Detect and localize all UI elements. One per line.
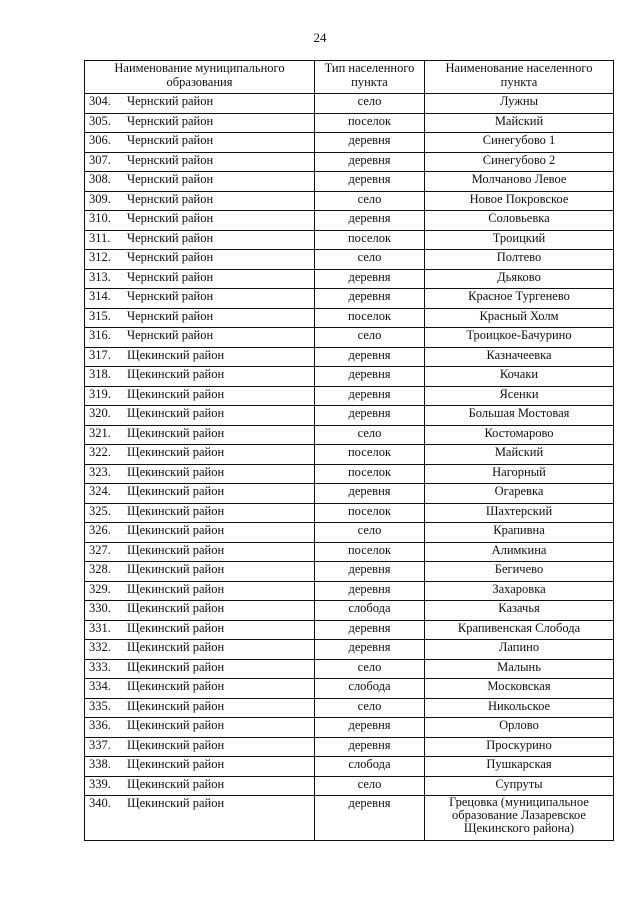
settlement-name-cell: Троицкое-Бачурино — [425, 328, 614, 348]
row-number: 325. — [89, 503, 111, 518]
row-number: 330. — [89, 601, 111, 615]
settlement-name-cell: Костомарово — [425, 425, 614, 445]
row-number: 313. — [89, 269, 111, 284]
settlement-name-cell: Майский — [425, 113, 614, 133]
settlement-name-cell: Полтево — [425, 250, 614, 270]
settlement-type-cell: деревня — [315, 718, 425, 738]
municipality-name: Щекинский район — [127, 757, 225, 771]
municipality-name: Щекинский район — [127, 367, 225, 381]
settlement-type-cell: село — [315, 250, 425, 270]
row-number: 340. — [89, 796, 111, 810]
table-row — [85, 367, 614, 387]
row-number: 314. — [89, 289, 111, 303]
settlement-name-cell: Кочаки — [425, 367, 614, 387]
municipality-cell — [85, 776, 315, 796]
settlement-name-cell: Супруты — [425, 776, 614, 796]
municipality-cell — [85, 718, 315, 738]
row-number: 312. — [89, 250, 111, 264]
settlement-type-cell: деревня — [315, 640, 425, 660]
settlement-name-cell: Захаровка — [425, 581, 614, 601]
row-number: 336. — [89, 718, 111, 732]
table-row — [85, 757, 614, 777]
settlement-type-cell: слобода — [315, 679, 425, 699]
table-row — [85, 425, 614, 445]
settlement-type-cell: деревня — [315, 581, 425, 601]
municipality-name: Щекинский район — [127, 562, 225, 576]
municipality-cell — [85, 94, 315, 114]
municipality-cell — [85, 679, 315, 699]
municipality-cell — [85, 406, 315, 426]
row-number: 311. — [89, 230, 111, 245]
row-number: 326. — [89, 523, 111, 537]
settlement-name-cell: Московская — [425, 679, 614, 699]
table-header-row — [85, 61, 614, 94]
municipality-cell — [85, 445, 315, 465]
municipality-name: Чернский район — [127, 211, 214, 225]
settlement-type-cell: поселок — [315, 542, 425, 562]
municipality-name: Щекинский район — [127, 464, 225, 479]
table-row — [85, 523, 614, 543]
settlement-type-cell: слобода — [315, 757, 425, 777]
settlement-name-cell: Орлово — [425, 718, 614, 738]
table-row — [85, 640, 614, 660]
settlement-type-cell: деревня — [315, 484, 425, 504]
settlement-name-cell: Лапино — [425, 640, 614, 660]
municipality-name: Щекинский район — [127, 542, 225, 557]
settlement-name-cell: Шахтерский — [425, 503, 614, 523]
table-row — [85, 620, 614, 640]
row-number: 304. — [89, 94, 111, 108]
table-row — [85, 133, 614, 153]
settlement-name-cell: Ясенки — [425, 386, 614, 406]
municipality-name: Чернский район — [127, 172, 214, 186]
row-number: 334. — [89, 679, 111, 693]
table-row — [85, 94, 614, 114]
settlement-name-cell: Синегубово 1 — [425, 133, 614, 153]
table-row — [85, 601, 614, 621]
municipality-name: Щекинский район — [127, 425, 225, 440]
settlement-name-cell: Новое Покровское — [425, 191, 614, 211]
municipality-cell — [85, 133, 315, 153]
municipality-name: Щекинский район — [127, 581, 225, 596]
table-row — [85, 659, 614, 679]
table-row — [85, 347, 614, 367]
table-row — [85, 581, 614, 601]
municipality-cell — [85, 484, 315, 504]
municipality-name: Щекинский район — [127, 445, 225, 459]
settlement-name-cell: Соловьевка — [425, 211, 614, 231]
table-row — [85, 406, 614, 426]
settlement-type-cell: поселок — [315, 230, 425, 250]
row-number: 335. — [89, 698, 111, 713]
row-number: 316. — [89, 328, 111, 342]
settlement-type-cell: село — [315, 191, 425, 211]
settlement-name-cell: Майский — [425, 445, 614, 465]
row-number: 332. — [89, 640, 111, 654]
settlement-name-cell: Крапивна — [425, 523, 614, 543]
municipality-cell — [85, 503, 315, 523]
municipality-name: Щекинский район — [127, 776, 225, 791]
municipality-name: Чернский район — [127, 113, 214, 128]
settlement-type-cell: поселок — [315, 445, 425, 465]
row-number: 337. — [89, 737, 111, 752]
table-row — [85, 172, 614, 192]
municipality-cell — [85, 523, 315, 543]
municipality-name: Щекинский район — [127, 601, 225, 615]
municipality-name: Чернский район — [127, 289, 214, 303]
settlement-type-cell: поселок — [315, 464, 425, 484]
settlement-name-cell: Проскурино — [425, 737, 614, 757]
header-settlement-name: Наименование населенного пункта — [425, 61, 614, 94]
municipality-cell — [85, 328, 315, 348]
settlement-name-cell: Грецовка (муниципальное образование Лазаревское Щекинского района) — [425, 796, 614, 841]
settlement-type-cell: село — [315, 659, 425, 679]
table-row — [85, 289, 614, 309]
municipality-cell — [85, 152, 315, 172]
settlement-name-cell: Красное Тургенево — [425, 289, 614, 309]
municipality-name: Щекинский район — [127, 386, 225, 401]
settlement-type-cell: деревня — [315, 172, 425, 192]
table-row — [85, 191, 614, 211]
municipality-cell — [85, 269, 315, 289]
table-row — [85, 737, 614, 757]
settlement-type-cell: деревня — [315, 133, 425, 153]
municipality-cell — [85, 289, 315, 309]
municipality-cell — [85, 172, 315, 192]
table-row — [85, 230, 614, 250]
municipality-cell — [85, 601, 315, 621]
table-row — [85, 328, 614, 348]
municipality-cell — [85, 620, 315, 640]
municipality-name: Чернский район — [127, 133, 214, 147]
settlement-type-cell: село — [315, 94, 425, 114]
municipality-name: Щекинский район — [127, 406, 225, 420]
municipality-name: Чернский район — [127, 250, 214, 264]
table-row — [85, 113, 614, 133]
municipality-cell — [85, 562, 315, 582]
municipality-name: Чернский район — [127, 152, 214, 167]
row-number: 329. — [89, 581, 111, 596]
row-number: 315. — [89, 308, 111, 323]
row-number: 331. — [89, 620, 111, 635]
row-number: 321. — [89, 425, 111, 440]
table-row — [85, 542, 614, 562]
row-number: 323. — [89, 464, 111, 479]
municipality-name: Щекинский район — [127, 796, 225, 810]
municipality-cell — [85, 250, 315, 270]
table-row — [85, 562, 614, 582]
municipality-name: Щекинский район — [127, 679, 225, 693]
municipality-name: Чернский район — [127, 94, 214, 108]
table-row — [85, 269, 614, 289]
row-number: 333. — [89, 659, 111, 674]
row-number: 317. — [89, 347, 111, 362]
row-number: 305. — [89, 113, 111, 128]
municipality-name: Щекинский район — [127, 347, 225, 362]
municipality-cell — [85, 796, 315, 841]
row-number: 318. — [89, 367, 111, 381]
municipality-name: Щекинский район — [127, 718, 225, 732]
settlements-table — [84, 60, 614, 841]
table-row — [85, 796, 614, 841]
settlement-type-cell: деревня — [315, 152, 425, 172]
settlement-type-cell: поселок — [315, 503, 425, 523]
municipality-cell — [85, 191, 315, 211]
municipality-cell — [85, 211, 315, 231]
municipality-name: Щекинский район — [127, 737, 225, 752]
municipality-cell — [85, 308, 315, 328]
table-row — [85, 250, 614, 270]
municipality-cell — [85, 425, 315, 445]
municipality-cell — [85, 230, 315, 250]
table-row — [85, 698, 614, 718]
municipality-cell — [85, 542, 315, 562]
municipality-name: Чернский район — [127, 230, 214, 245]
settlement-type-cell: деревня — [315, 347, 425, 367]
row-number: 310. — [89, 211, 111, 225]
settlement-type-cell: поселок — [315, 308, 425, 328]
settlement-type-cell: деревня — [315, 737, 425, 757]
municipality-name: Щекинский район — [127, 640, 225, 654]
settlement-name-cell: Троицкий — [425, 230, 614, 250]
settlement-name-cell: Молчаново Левое — [425, 172, 614, 192]
settlement-name-cell: Лужны — [425, 94, 614, 114]
settlement-name-cell: Крапивенская Слобода — [425, 620, 614, 640]
municipality-name: Чернский район — [127, 308, 214, 323]
settlement-name-cell: Никольское — [425, 698, 614, 718]
table-row — [85, 484, 614, 504]
table-row — [85, 152, 614, 172]
settlement-name-cell: Синегубово 2 — [425, 152, 614, 172]
row-number: 309. — [89, 191, 111, 206]
settlement-type-cell: деревня — [315, 620, 425, 640]
municipality-name: Щекинский район — [127, 503, 225, 518]
table-row — [85, 445, 614, 465]
table-row — [85, 503, 614, 523]
page-number: 24 — [313, 30, 327, 45]
municipality-name: Щекинский район — [127, 698, 225, 713]
settlement-type-cell: село — [315, 698, 425, 718]
table-body — [85, 94, 614, 841]
municipality-name: Щекинский район — [127, 659, 225, 674]
settlement-type-cell: деревня — [315, 406, 425, 426]
municipality-cell — [85, 367, 315, 387]
table-row — [85, 386, 614, 406]
settlement-name-cell: Алимкина — [425, 542, 614, 562]
settlement-type-cell: село — [315, 523, 425, 543]
settlement-name-cell: Красный Холм — [425, 308, 614, 328]
settlement-name-cell: Малынь — [425, 659, 614, 679]
settlement-type-cell: село — [315, 776, 425, 796]
municipality-name: Щекинский район — [127, 620, 225, 635]
settlement-name-cell: Огаревка — [425, 484, 614, 504]
table-row — [85, 679, 614, 699]
settlement-type-cell: деревня — [315, 386, 425, 406]
municipality-cell — [85, 757, 315, 777]
municipality-name: Чернский район — [127, 269, 214, 284]
header-settlement-type: Тип населенного пункта — [315, 61, 425, 94]
row-number: 322. — [89, 445, 111, 459]
table-row — [85, 718, 614, 738]
settlement-type-cell: деревня — [315, 211, 425, 231]
row-number: 324. — [89, 484, 111, 498]
municipality-cell — [85, 347, 315, 367]
municipality-name: Щекинский район — [127, 523, 225, 537]
municipality-cell — [85, 113, 315, 133]
municipality-cell — [85, 698, 315, 718]
settlement-name-cell: Нагорный — [425, 464, 614, 484]
header-municipality: Наименование муниципального образования — [85, 61, 315, 94]
settlement-type-cell: слобода — [315, 601, 425, 621]
municipality-name: Щекинский район — [127, 484, 225, 498]
municipality-cell — [85, 386, 315, 406]
municipality-name: Чернский район — [127, 328, 214, 342]
table-row — [85, 308, 614, 328]
settlement-type-cell: деревня — [315, 562, 425, 582]
settlement-type-cell: деревня — [315, 367, 425, 387]
settlement-name-cell: Дьяково — [425, 269, 614, 289]
municipality-cell — [85, 640, 315, 660]
table-row — [85, 464, 614, 484]
settlement-type-cell: поселок — [315, 113, 425, 133]
table-row — [85, 211, 614, 231]
settlement-name-cell: Пушкарская — [425, 757, 614, 777]
municipality-cell — [85, 737, 315, 757]
settlement-type-cell: село — [315, 425, 425, 445]
row-number: 307. — [89, 152, 111, 167]
row-number: 306. — [89, 133, 111, 147]
settlement-name-cell: Бегичево — [425, 562, 614, 582]
settlement-name-cell: Казачья — [425, 601, 614, 621]
row-number: 320. — [89, 406, 111, 420]
row-number: 319. — [89, 386, 111, 401]
table-row — [85, 776, 614, 796]
settlement-type-cell: село — [315, 328, 425, 348]
row-number: 308. — [89, 172, 111, 186]
settlement-type-cell: деревня — [315, 796, 425, 841]
row-number: 338. — [89, 757, 111, 771]
municipality-cell — [85, 581, 315, 601]
settlement-name-cell: Большая Мостовая — [425, 406, 614, 426]
municipality-name: Чернский район — [127, 191, 214, 206]
settlement-name-cell: Казначеевка — [425, 347, 614, 367]
municipality-cell — [85, 659, 315, 679]
row-number: 328. — [89, 562, 111, 576]
municipality-cell — [85, 464, 315, 484]
settlement-type-cell: деревня — [315, 289, 425, 309]
row-number: 327. — [89, 542, 111, 557]
settlement-type-cell: деревня — [315, 269, 425, 289]
row-number: 339. — [89, 776, 111, 791]
